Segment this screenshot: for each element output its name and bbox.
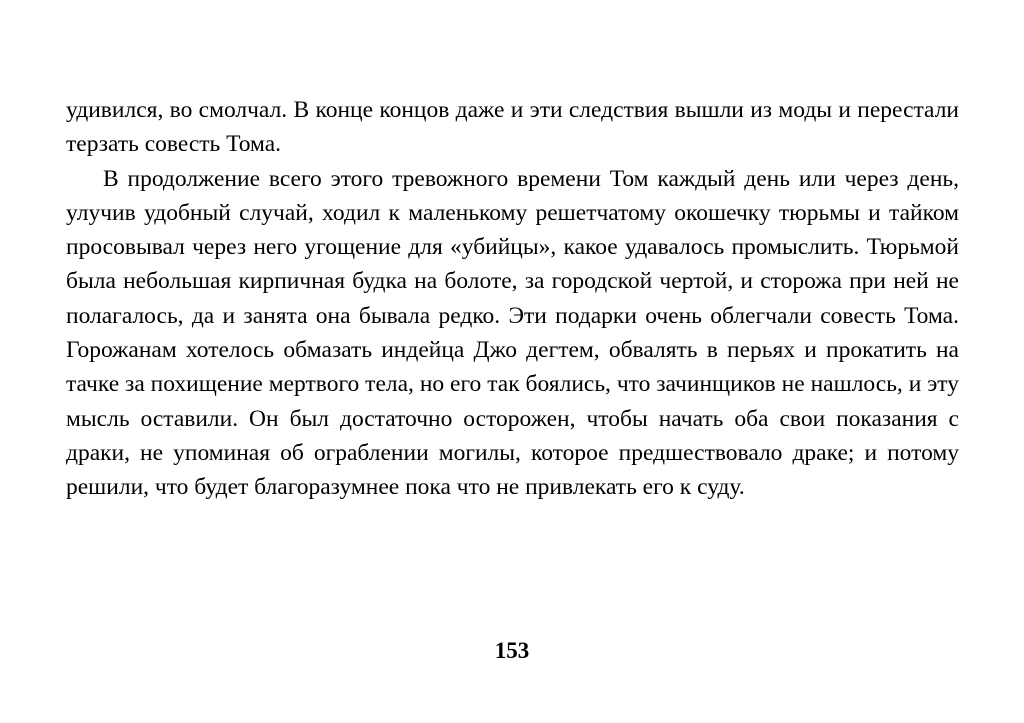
page-number: 153 <box>494 638 530 663</box>
body-text <box>66 93 959 505</box>
paragraph-main: В продолжение всего этого тревожного времени Том каждый день или через день, улучив удобный случай, ходил к маленькому решетчатому окошечку тюрьмы и тайком просовывал через него угощение для «убийцы», какое удавалось промыслить. Тюрьмой была небольшая кирпичная будка на болоте, за городской чертой, и сторожа при ней не полагалось, да и занята она бывала редко. Эти подарки очень облегчали совесть Тома. Горожанам хотелось обмазать индейца Джо дегтем, обвалять в перьях и прокатить на тачке за похищение мертвого тела, но его так боялись, что зачинщиков не нашлось, и эту мысль оставили. Он был достаточно осторожен, чтобы начать оба свои показания с драки, не упоминая об ограблении могилы, которое предшествовало драке; и потому решили, что будет благоразумнее пока что не привлекать его к суду. <box>66 165 959 501</box>
paragraph-continuation: удивился, во смолчал. В конце концов даже и эти следствия вышли из моды и перестали терзать совесть Тома. <box>66 97 959 158</box>
